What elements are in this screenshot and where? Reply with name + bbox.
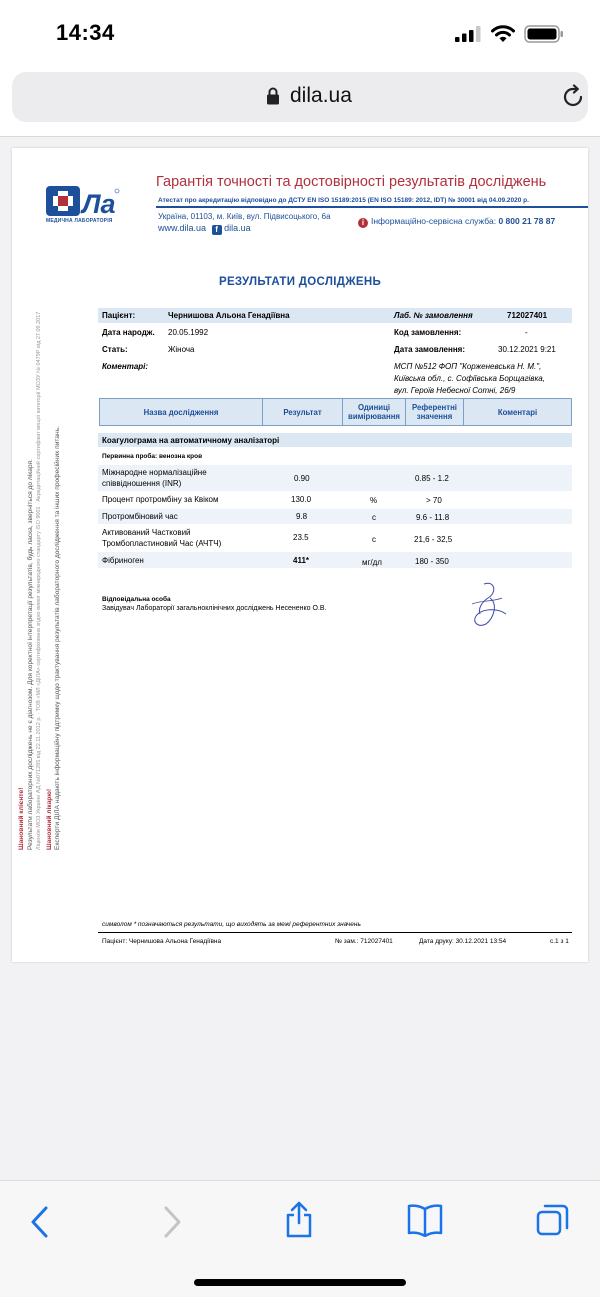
order-date-label: Дата замовлення:	[394, 345, 465, 354]
footer-order: № зам.: 712027401	[335, 938, 393, 945]
lock-icon	[266, 87, 280, 105]
results-title: РЕЗУЛЬТАТИ ДОСЛІДЖЕНЬ	[218, 276, 382, 288]
status-time: 14:34	[56, 20, 115, 45]
test-result-flagged: 411*	[293, 556, 310, 565]
test-name: Процент протромбіну за Квіком	[102, 495, 219, 504]
test-name: Міжнародне нормалізаційне	[102, 468, 207, 477]
clinic-line-3: вул. Героїв Небесної Сотні, 26/9	[394, 386, 516, 395]
order-date-value: 30.12.2021 9:21	[498, 345, 556, 354]
test-units: мг/дл	[362, 558, 382, 567]
test-reference: 9.6 - 11.8	[416, 513, 450, 522]
signature-image	[464, 578, 514, 630]
test-reference: 21,6 - 32,5	[414, 535, 453, 544]
facebook-icon: f	[212, 225, 222, 235]
wifi-icon	[490, 24, 516, 44]
tabs-icon[interactable]	[536, 1203, 570, 1237]
svg-text:Лa: Лa	[82, 189, 116, 219]
header-title: Гарантія точності та достовірності результатів досліджень	[156, 174, 547, 190]
test-reference: > 70	[426, 496, 442, 505]
test-units: %	[370, 496, 378, 505]
lab-order-number: 712027401	[507, 311, 548, 320]
col-comments: Коментарі	[497, 407, 538, 417]
test-units: с	[372, 513, 376, 522]
bookmarks-icon[interactable]	[406, 1203, 444, 1237]
address-bar[interactable]	[12, 72, 588, 122]
test-name-cont: співвідношення (INR)	[102, 479, 182, 488]
footer-print-date: Дата друку: 30.12.2021 13:54	[419, 938, 507, 945]
responsible-label: Відповідальна особа	[102, 596, 171, 603]
footer-divider	[98, 932, 572, 933]
results-table-header	[99, 398, 572, 426]
col-result: Результат	[263, 399, 343, 425]
share-icon[interactable]	[283, 1201, 315, 1239]
footer-page: с.1 з 1	[550, 938, 569, 945]
patient-name: Чернишова Альона Генадіївна	[168, 311, 290, 320]
test-result: 130.0	[291, 495, 312, 504]
back-icon[interactable]	[28, 1205, 52, 1239]
dob-value: 20.05.1992	[168, 328, 209, 337]
test-result: 9.8	[296, 512, 308, 521]
website-link[interactable]: www.dila.ua	[158, 223, 207, 233]
section-title: Коагулограма на автоматичному аналізаторі	[102, 436, 280, 445]
forward-icon[interactable]	[160, 1205, 184, 1239]
row-band	[98, 552, 572, 568]
dob-label: Дата народж.	[102, 328, 155, 337]
header-divider	[156, 206, 588, 208]
status-bar	[0, 0, 600, 68]
test-name-cont: Тромбопластиновий Час (АЧТЧ)	[102, 539, 222, 548]
order-code-value: -	[525, 328, 528, 337]
reload-icon[interactable]	[560, 84, 586, 110]
responsible-person: Завідувач Лабораторії загальноклінічних досліджень Несененко О.В.	[102, 605, 327, 612]
sex-label: Стать:	[102, 345, 128, 354]
sex-value: Жіноча	[168, 345, 195, 354]
test-name: Протромбіновий час	[102, 512, 178, 521]
sample-type: Первинна проба: венозна кров	[102, 453, 203, 460]
footer-note: символом * позначаються результати, що виходять за межі референтних значень	[102, 921, 361, 928]
test-name: Фібриноген	[102, 556, 144, 565]
footer-patient: Пацієнт: Чернишова Альона Генадіївна	[102, 938, 222, 945]
lab-website	[158, 223, 251, 235]
clinic-line-1: МСП №512 ФОП "Корженевська Н. М.",	[394, 362, 542, 371]
lab-address: Україна, 01103, м. Київ, вул. Підвисоцького, 6а	[158, 212, 331, 221]
order-code-label: Код замовлення:	[394, 328, 462, 337]
social-link[interactable]: dila.ua	[224, 223, 251, 233]
test-units: с	[372, 535, 376, 544]
lab-order-label: Лаб. № замовлення	[394, 311, 473, 320]
battery-icon	[524, 24, 564, 44]
col-name: Назва дослідження	[100, 399, 263, 425]
home-indicator	[194, 1279, 406, 1286]
test-reference: 180 - 350	[415, 557, 449, 566]
logo-subtitle: МЕДИЧНА ЛАБОРАТОРІЯ	[46, 218, 113, 224]
col-units: Одиниці вимірювання	[343, 399, 406, 425]
test-result: 23.5	[293, 533, 309, 542]
bottom-toolbar	[0, 1180, 600, 1297]
service-phone[interactable]: 0 800 21 78 87	[498, 216, 556, 226]
side-note: Шановний клієнте! Результати лабораторних досліджень не є діагнозом. Для коректної інтерпретації результатів, будь ласка, зверніться до лікаря. Ліцензія МОЗ України АД №071285 від 22.11.2012 р. · ТОВ «МЛ «ДІЛА» сертифікована згідно вимог міжнародного стандарту ISO 9001 · Акредитаційний сертифікат вищої категорії МОЗУ № 0479Р від 27.09.2017 Шановний лікарю! Експерти ДІЛА надають інформаційну підтримку щодо трактування результатів лабораторного дослідження та інших професійних питань.	[18, 311, 61, 850]
cellular-signal-icon	[455, 26, 481, 42]
url-text: dila.ua	[290, 84, 352, 107]
test-reference: 0.85 - 1.2	[415, 474, 449, 483]
test-result: 0.90	[294, 474, 310, 483]
accreditation-text: Атестат про акредитацію відповідно до ДСТУ EN ISO 15189:2015 (EN ISO 15189: 2012, IDT) № 30001 від 04.09.2020 р.	[158, 197, 529, 204]
service-line: i Інформаційно-сервісна служба: 0 800 21 78 87	[358, 216, 555, 228]
patient-label: Пацієнт:	[102, 311, 136, 320]
lab-report-page	[12, 148, 588, 962]
test-name: Активований Частковий	[102, 528, 191, 537]
clinic-line-2: Київська обл., с. Софіївська Борщагівка,	[394, 374, 545, 383]
info-icon: i	[358, 218, 368, 228]
col-reference: Референтні значення	[406, 399, 464, 425]
comments-label: Коментарі:	[102, 362, 149, 371]
